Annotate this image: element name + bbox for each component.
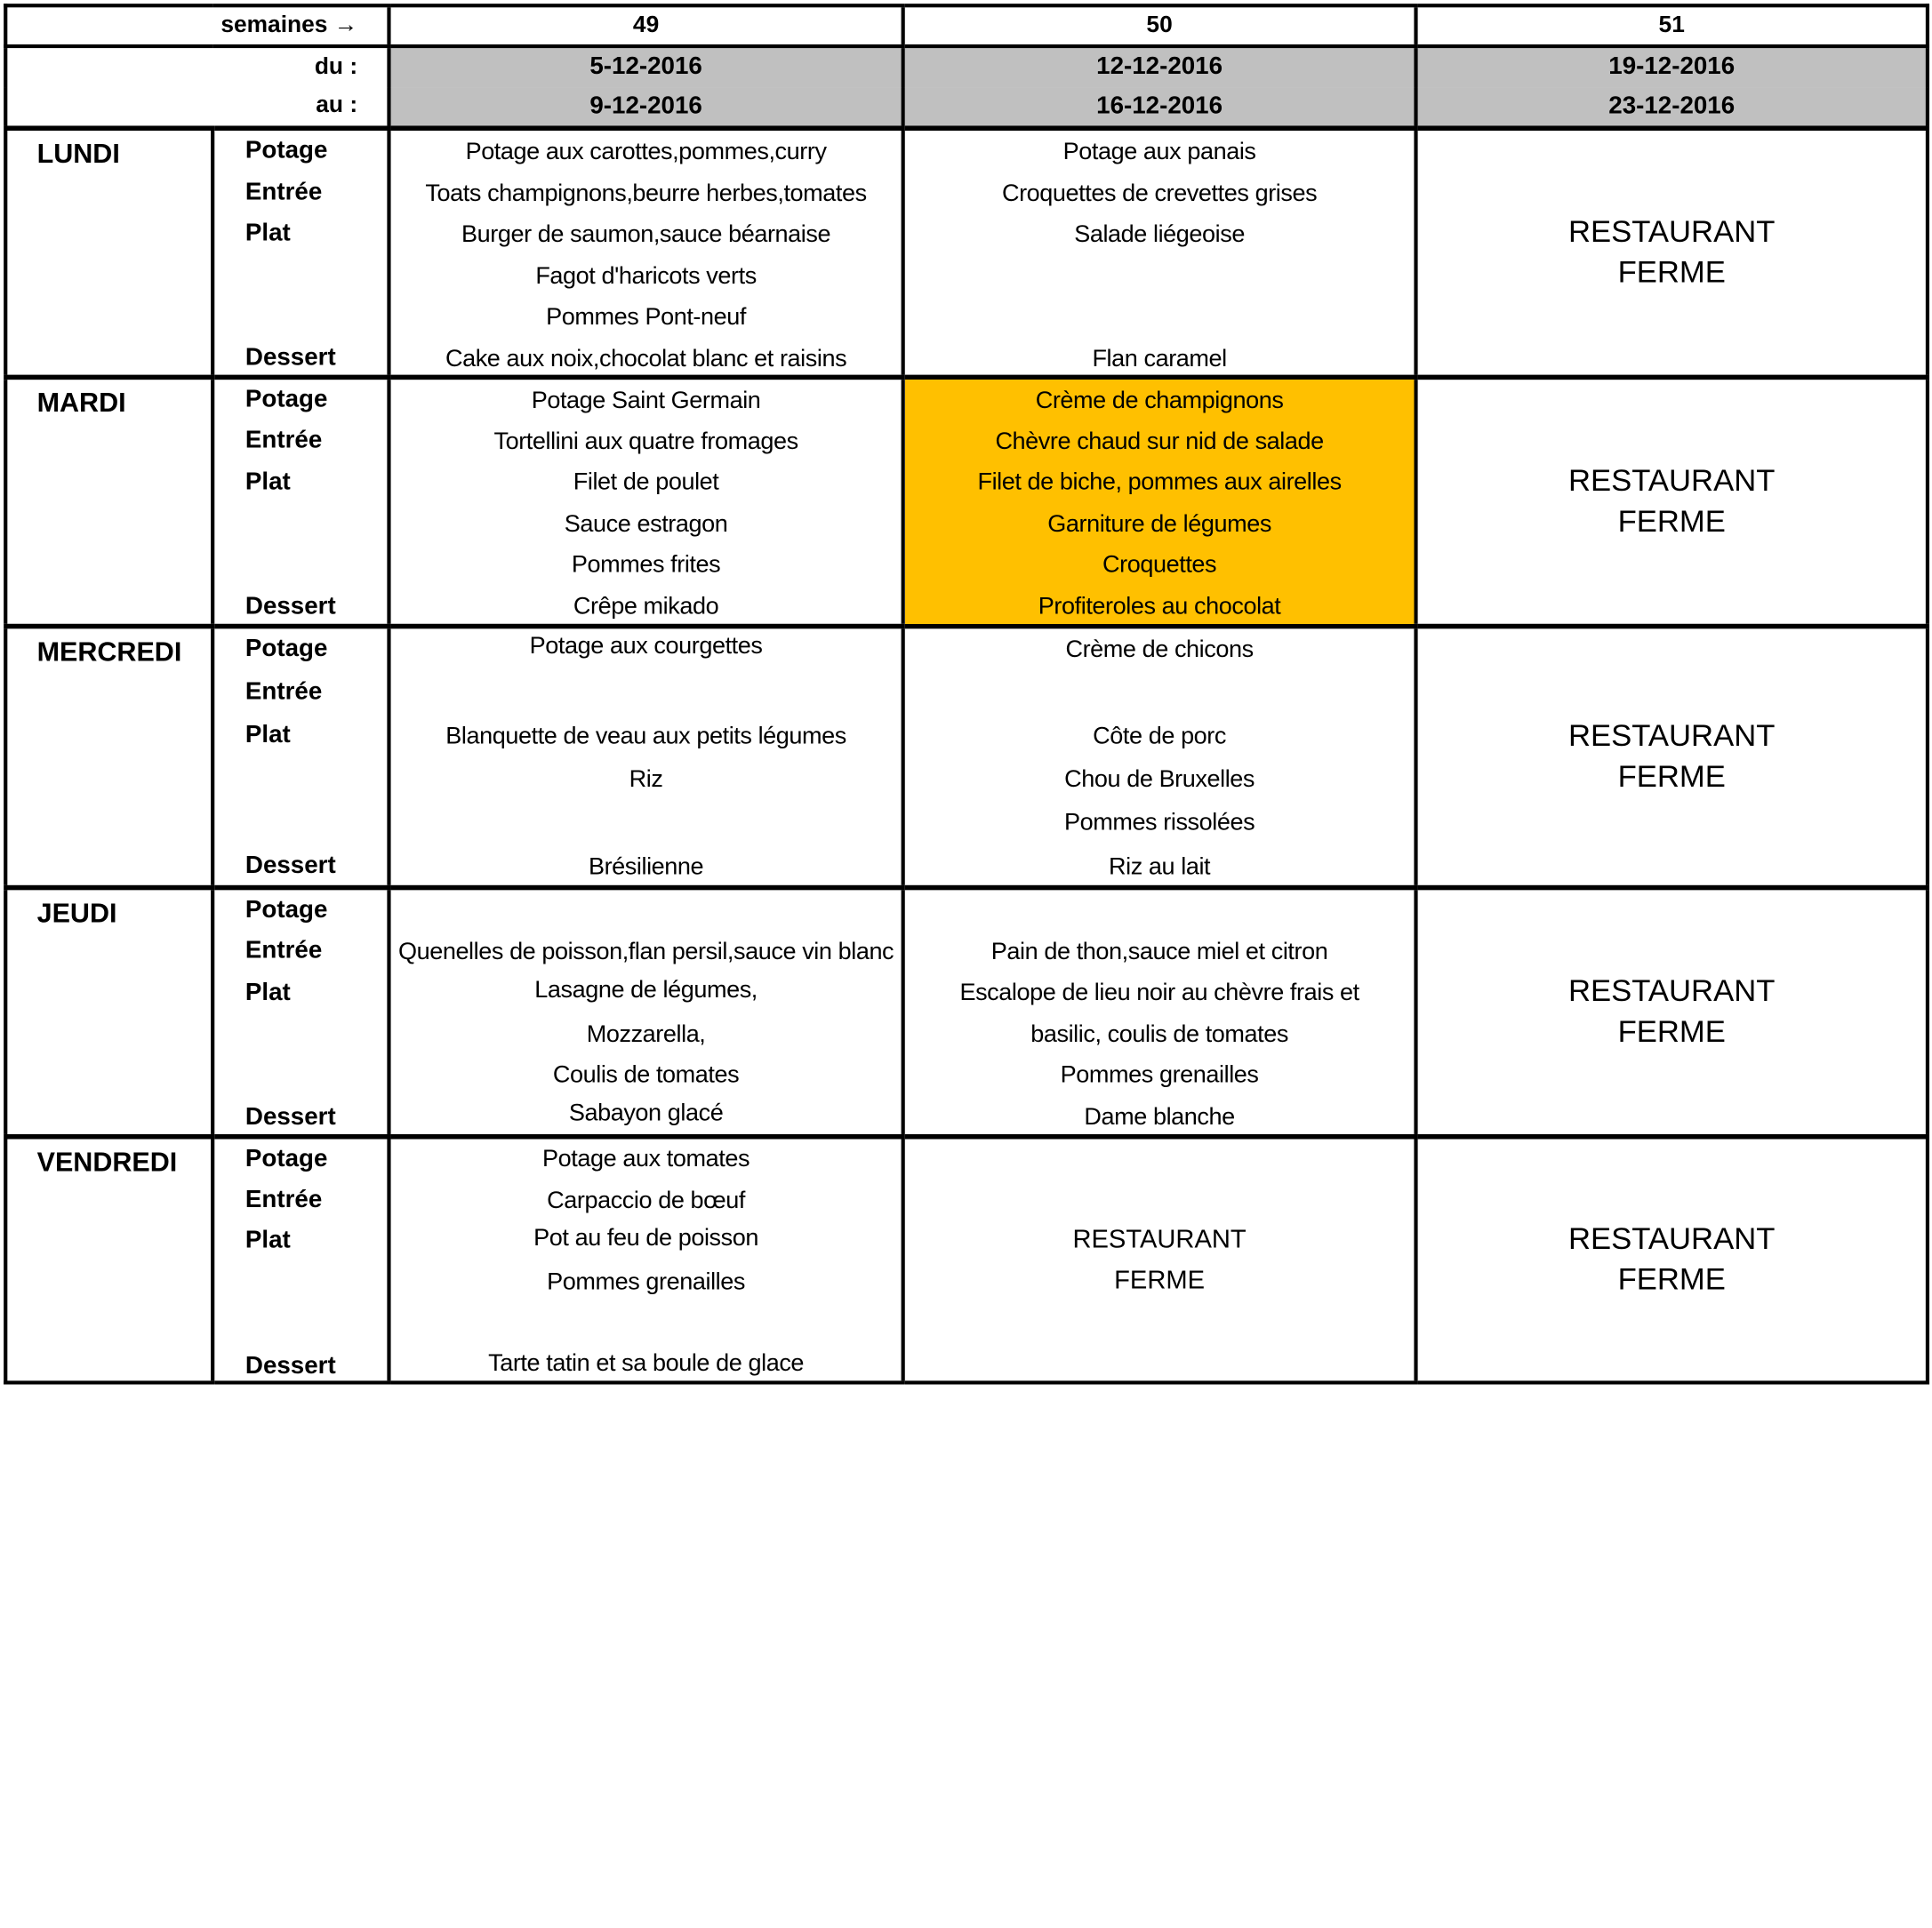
week-50-to-date: 16-12-2016 bbox=[903, 87, 1416, 128]
dish: Potage aux carottes,pommes,curry bbox=[465, 137, 827, 165]
closed-line-1: RESTAURANT bbox=[1568, 213, 1776, 249]
dish: Potage aux tomates bbox=[542, 1144, 750, 1172]
dish: Pain de thon,sauce miel et citron bbox=[990, 937, 1328, 965]
day-jeudi: JEUDI bbox=[5, 887, 212, 1136]
dish: Pommes grenailles bbox=[1060, 1060, 1259, 1088]
dish: Tarte tatin et sa boule de glace bbox=[488, 1348, 805, 1377]
week-51-to-date: 23-12-2016 bbox=[1416, 87, 1928, 128]
closed-vendredi-w50 bbox=[903, 1136, 1416, 1382]
dish: Pommes frites bbox=[571, 550, 721, 578]
categories-vendredi bbox=[212, 1136, 389, 1382]
categories-jeudi bbox=[212, 887, 389, 1136]
category-entree: Entrée bbox=[245, 178, 323, 205]
week-50-from-date: 12-12-2016 bbox=[903, 46, 1416, 87]
dish: Riz bbox=[629, 764, 663, 793]
dishes-jeudi-w50 bbox=[903, 887, 1416, 1136]
dishes-vendredi-w49 bbox=[389, 1136, 902, 1382]
category-dessert: Dessert bbox=[245, 1351, 336, 1380]
closed-line-1: RESTAURANT bbox=[1568, 1221, 1776, 1256]
dish: Pommes grenailles bbox=[547, 1268, 746, 1295]
dish: Potage aux panais bbox=[1062, 137, 1256, 165]
week-number-49: 49 bbox=[389, 5, 902, 46]
dish: Blanquette de veau aux petits légumes bbox=[445, 722, 846, 749]
dish: Chou de Bruxelles bbox=[1064, 764, 1255, 793]
dish: Sabayon glacé bbox=[568, 1099, 724, 1126]
closed-line-2: FERME bbox=[1114, 1265, 1206, 1294]
dish: basilic, coulis de tomates bbox=[1030, 1020, 1288, 1048]
category-entree: Entrée bbox=[245, 1185, 323, 1213]
closed-mardi-w51 bbox=[1416, 377, 1928, 626]
category-potage: Potage bbox=[245, 895, 328, 924]
category-dessert: Dessert bbox=[245, 851, 336, 879]
dish: Filet de biche, pommes aux airelles bbox=[977, 468, 1342, 495]
closed-vendredi-w51 bbox=[1416, 1136, 1928, 1382]
day-lundi: LUNDI bbox=[5, 128, 212, 377]
category-potage: Potage bbox=[245, 385, 328, 412]
dish: Croquettes bbox=[1102, 550, 1217, 578]
categories-mardi bbox=[212, 377, 389, 626]
category-dessert: Dessert bbox=[245, 1102, 336, 1131]
day-mardi: MARDI bbox=[5, 377, 212, 626]
category-dessert: Dessert bbox=[245, 343, 336, 371]
category-entree: Entrée bbox=[245, 936, 323, 964]
dish: Pommes Pont-neuf bbox=[546, 302, 746, 330]
dish: Pommes rissolées bbox=[1063, 808, 1255, 836]
dish: Crème de chicons bbox=[1065, 635, 1254, 663]
closed-line-2: FERME bbox=[1617, 503, 1726, 539]
dish: Brésilienne bbox=[588, 852, 704, 880]
to-label: au : bbox=[5, 87, 389, 128]
dish: Tortellini aux quatre fromages bbox=[493, 427, 798, 455]
category-plat: Plat bbox=[245, 720, 291, 748]
dishes-mardi-w50-highlighted bbox=[903, 377, 1416, 626]
dish: Garniture de légumes bbox=[1047, 509, 1271, 537]
week-number-50: 50 bbox=[903, 5, 1416, 46]
dishes-mardi-w49 bbox=[389, 377, 902, 626]
category-plat: Plat bbox=[245, 1226, 291, 1253]
closed-line-1: RESTAURANT bbox=[1072, 1225, 1247, 1254]
dish: Chèvre chaud sur nid de salade bbox=[995, 427, 1324, 455]
week-49-from-date: 5-12-2016 bbox=[389, 46, 902, 87]
closed-line-2: FERME bbox=[1617, 1261, 1726, 1297]
dish: Lasagne de légumes, bbox=[534, 975, 758, 1004]
dish: Carpaccio de bœuf bbox=[547, 1186, 746, 1214]
dish: Filet de poulet bbox=[573, 468, 719, 495]
category-plat: Plat bbox=[245, 219, 291, 246]
category-potage: Potage bbox=[245, 136, 328, 164]
dish: Quenelles de poisson,flan persil,sauce vin blanc bbox=[397, 937, 894, 965]
category-entree: Entrée bbox=[245, 677, 323, 705]
dish: Sauce estragon bbox=[564, 509, 728, 537]
closed-line-1: RESTAURANT bbox=[1568, 462, 1776, 498]
dish: Crêpe mikado bbox=[573, 592, 719, 620]
category-potage: Potage bbox=[245, 1144, 328, 1172]
categories-mercredi bbox=[212, 626, 389, 887]
day-vendredi: VENDREDI bbox=[5, 1136, 212, 1382]
category-entree: Entrée bbox=[245, 426, 323, 453]
dish: Pot au feu de poisson bbox=[533, 1223, 758, 1252]
dish: Coulis de tomates bbox=[552, 1060, 740, 1088]
category-dessert: Dessert bbox=[245, 592, 336, 620]
dish: Cake aux noix,chocolat blanc et raisins bbox=[445, 344, 847, 372]
week-number-51: 51 bbox=[1416, 5, 1928, 46]
dish: Crème de champignons bbox=[1035, 386, 1284, 414]
week-49-to-date: 9-12-2016 bbox=[389, 87, 902, 128]
dish: Salade liégeoise bbox=[1074, 220, 1245, 248]
dish: Mozzarella, bbox=[586, 1020, 706, 1048]
dishes-mercredi-w49 bbox=[389, 626, 902, 887]
category-plat: Plat bbox=[245, 468, 291, 495]
dish: Potage Saint Germain bbox=[531, 386, 761, 414]
category-potage: Potage bbox=[245, 634, 328, 662]
day-mercredi: MERCREDI bbox=[5, 626, 212, 887]
closed-mercredi-w51 bbox=[1416, 626, 1928, 887]
menu-table bbox=[4, 4, 1929, 1384]
closed-line-1: RESTAURANT bbox=[1568, 972, 1776, 1008]
dish: Escalope de lieu noir au chèvre frais et bbox=[959, 978, 1359, 1006]
dish: Profiteroles au chocolat bbox=[1038, 592, 1281, 620]
dishes-lundi-w50 bbox=[903, 128, 1416, 377]
dish: Toats champignons,beurre herbes,tomates bbox=[425, 179, 867, 207]
closed-line-1: RESTAURANT bbox=[1568, 717, 1776, 753]
dishes-lundi-w49 bbox=[389, 128, 902, 377]
dishes-jeudi-w49 bbox=[389, 887, 902, 1136]
weeks-label: semaines → bbox=[5, 5, 389, 46]
dish: Riz au lait bbox=[1109, 852, 1211, 880]
categories-lundi bbox=[212, 128, 389, 377]
closed-line-2: FERME bbox=[1617, 758, 1726, 794]
closed-lundi-w51 bbox=[1416, 128, 1928, 377]
dish: Côte de porc bbox=[1093, 722, 1227, 749]
dish: Croquettes de crevettes grises bbox=[1001, 179, 1318, 207]
dish: Potage aux courgettes bbox=[529, 631, 763, 660]
category-plat: Plat bbox=[245, 978, 291, 1006]
dishes-mercredi-w50 bbox=[903, 626, 1416, 887]
closed-line-2: FERME bbox=[1617, 1013, 1726, 1049]
dish: Burger de saumon,sauce béarnaise bbox=[461, 220, 831, 248]
from-label: du : bbox=[5, 46, 389, 87]
closed-line-2: FERME bbox=[1617, 254, 1726, 290]
week-51-from-date: 19-12-2016 bbox=[1416, 46, 1928, 87]
dish: Dame blanche bbox=[1084, 1102, 1235, 1131]
closed-jeudi-w51 bbox=[1416, 887, 1928, 1136]
dish: Flan caramel bbox=[1092, 344, 1227, 372]
dish: Fagot d'haricots verts bbox=[535, 261, 757, 290]
